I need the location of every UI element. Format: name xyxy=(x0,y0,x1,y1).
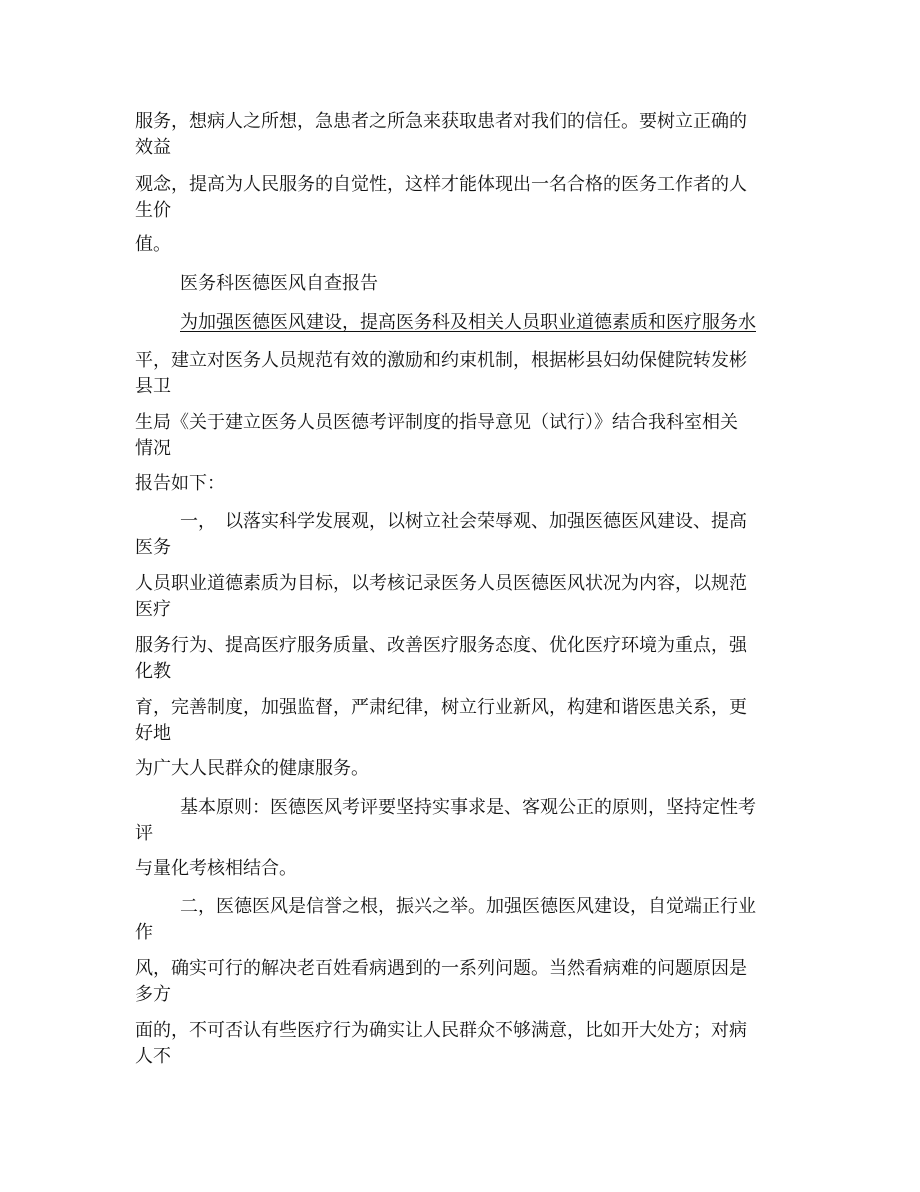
text-line: 面的，不可否认有些医疗行为确实让人民群众不够满意，比如开大处方；对病 xyxy=(135,1020,747,1041)
text-line: 平，建立对医务人员规范有效的激励和约束机制，根据彬县妇幼保健院转发彬 xyxy=(135,350,747,371)
text-line: 医疗 xyxy=(135,599,171,620)
text-line: 报告如下： xyxy=(135,473,225,494)
section-title: 医务科医德医风自查报告 xyxy=(180,273,378,294)
text-line: 人不 xyxy=(135,1046,171,1067)
text-line: 与量化考核相结合。 xyxy=(135,858,297,879)
text-line: 值。 xyxy=(135,234,171,255)
text-line: 一， 以落实科学发展观，以树立社会荣辱观、加强医德医风建设、提高 xyxy=(180,511,747,532)
text-line: 作 xyxy=(135,922,153,943)
text-line: 县卫 xyxy=(135,376,171,397)
text-line: 医务 xyxy=(135,537,171,558)
text-line: 情况 xyxy=(135,438,171,459)
text-line: 为广大人民群众的健康服务。 xyxy=(135,758,369,779)
text-line: 生局《关于建立医务人员医德考评制度的指导意见（试行）》结合我科室相关 xyxy=(135,412,738,433)
text-line: 二，医德医风是信誉之根，振兴之举。加强医德医风建设，自觉端正行业 xyxy=(180,896,756,917)
text-line: 生价 xyxy=(135,200,171,221)
text-line: 效益 xyxy=(135,137,171,158)
text-line: 好地 xyxy=(135,723,171,744)
text-line: 观念，提高为人民服务的自觉性，这样才能体现出一名合格的医务工作者的人 xyxy=(135,174,747,195)
text-line: 风，确实可行的解决老百姓看病遇到的一系列问题。当然看病难的问题原因是 xyxy=(135,958,747,979)
text-line: 为加强医德医风建设，提高医务科及相关人员职业道德素质和医疗服务水 xyxy=(180,312,756,333)
text-line: 基本原则：医德医风考评要坚持实事求是、客观公正的原则，坚持定性考 xyxy=(180,797,756,818)
text-line: 化教 xyxy=(135,661,171,682)
text-line: 服务行为、提高医疗服务质量、改善医疗服务态度、优化医疗环境为重点，强 xyxy=(135,635,747,656)
text-line: 育，完善制度，加强监督，严肃纪律，树立行业新风，构建和谐医患关系，更 xyxy=(135,697,747,718)
text-line: 人员职业道德素质为目标，以考核记录医务人员医德医风状况为内容，以规范 xyxy=(135,573,747,594)
text-line: 评 xyxy=(135,823,153,844)
text-line: 服务，想病人之所想，急患者之所急来获取患者对我们的信任。要树立正确的 xyxy=(135,111,747,132)
text-line: 多方 xyxy=(135,984,171,1005)
